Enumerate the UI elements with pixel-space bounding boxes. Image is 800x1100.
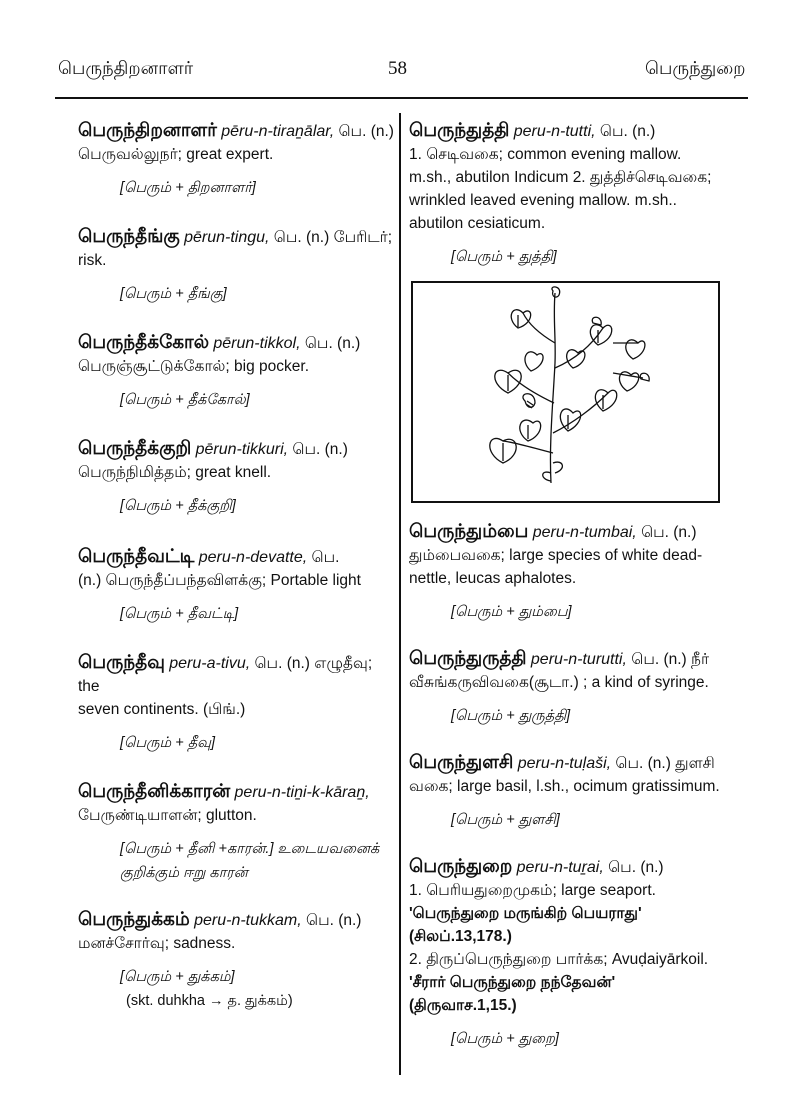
entry-definition: மனச்சோர்வு; sadness. [78, 935, 236, 952]
page-number: 58 [388, 58, 407, 79]
entry-definition: risk. [78, 252, 107, 269]
left-column [78, 118, 394, 1011]
entry-headword: பெருந்தீவு [78, 651, 165, 672]
entry-transliteration: pērun-tikkuri, [195, 441, 289, 458]
entry-pos: பெ. (n.) [306, 912, 362, 929]
entry-headword: பெருந்துருத்தி [409, 647, 527, 668]
entry-transliteration: pēru-n-tiraṉālar, [221, 123, 335, 140]
dictionary-entry [78, 907, 394, 1011]
entry-headword: பெருந்தும்பை [409, 520, 529, 541]
entry-pos: பெ. (n.) [599, 123, 656, 140]
dictionary-entry [409, 750, 721, 832]
entry-transliteration: peru-n-turutti, [530, 651, 627, 668]
entry-definition: seven continents. (பிங்.) [78, 701, 246, 718]
column-divider [399, 113, 401, 1075]
entry-pos: பெ. (n.) [641, 524, 697, 541]
dictionary-entry [409, 519, 721, 624]
entry-etymology: [பெரும் + தீங்கு] [120, 286, 227, 302]
entry-transliteration: pērun-tingu, [184, 229, 270, 246]
entry-definition: பேருண்டியாளன்; glutton. [78, 807, 257, 824]
running-head-left: பெருந்திறனாளர் [58, 58, 194, 78]
right-column [409, 118, 721, 1051]
entry-etymology: [பெரும் + துருத்தி] [451, 708, 571, 724]
entry-pos: பெ. (n.) பேரிடர்; [273, 229, 392, 246]
dictionary-entry [409, 854, 721, 1051]
entry-transliteration: pērun-tikkol, [213, 335, 301, 352]
entry-pos: பெ. [311, 549, 340, 566]
entry-definition-line: 2. திருப்பெருந்துறை பார்க்க; Avuḍaiyārkoil. [409, 951, 709, 968]
entry-etymology-note: (skt. duhkha → த. துக்கம்) [126, 993, 293, 1009]
header-rule [55, 97, 748, 99]
entry-definition-line: வகை; large basil, l.sh., ocimum gratissimum. [409, 778, 720, 795]
entry-etymology: [பெரும் + தீவு] [120, 735, 216, 751]
entry-transliteration: peru-n-tutti, [513, 123, 596, 140]
entry-headword: பெருந்துத்தி [409, 119, 510, 140]
entry-headword: பெருந்தீங்கு [78, 225, 180, 246]
entry-etymology: [பெரும் + தும்பை] [451, 604, 572, 620]
entry-definition: பெருவல்லுநர்; great expert. [78, 146, 274, 163]
dictionary-entry [409, 646, 721, 728]
dictionary-entry [78, 330, 394, 412]
entry-definition-line: 1. பெரியதுறைமுகம்; large seaport. [409, 882, 656, 899]
dictionary-entry [78, 224, 394, 306]
entry-quotation: 'சீரார் பெருந்துறை நந்தேவன்' (திருவாச.1,15.) [409, 974, 616, 1014]
entry-pos: பெ. (n.) [304, 335, 361, 352]
entry-pos: பெ. (n.) [608, 859, 664, 876]
dictionary-entry [78, 118, 394, 200]
entry-headword: பெருந்தீக்கோல் [78, 331, 210, 352]
plant-illustration [411, 281, 720, 503]
entry-etymology: [பெரும் + துக்கம்] [120, 969, 235, 985]
dictionary-entry [78, 779, 394, 885]
entry-definition-line: m.sh., abutilon Indicum 2. துத்திச்செடிவகை; [409, 169, 712, 186]
entry-definition-line: abutilon cesiaticum. [409, 215, 546, 232]
entry-etymology: [பெரும் + தீக்கோல்] [120, 392, 250, 408]
entry-pos: பெ. (n.) எழுதீவு; the [78, 655, 373, 695]
entry-transliteration: peru-n-tukkam, [194, 912, 302, 929]
entry-pos: பெ. (n.) நீர் [631, 651, 710, 668]
entry-headword: பெருந்துக்கம் [78, 908, 190, 929]
entry-etymology: [பெரும் + திறனாளர்] [120, 180, 256, 196]
entry-transliteration: peru-a-tivu, [169, 655, 251, 672]
entry-headword: பெருந்துறை [409, 855, 513, 876]
entry-etymology: [பெரும் + துறை] [451, 1031, 559, 1047]
entry-transliteration: peru-n-tiṉi-k-kāraṉ, [234, 784, 370, 801]
entry-quotation: 'பெருந்துறை மருங்கிற் பெயராது' (சிலப்.13,178.) [409, 905, 642, 945]
entry-etymology: [பெரும் + துளசி] [451, 812, 560, 828]
entry-etymology: [பெரும் + துத்தி] [451, 249, 557, 265]
entry-transliteration: peru-n-devatte, [198, 549, 308, 566]
entry-definition-line: 1. செடிவகை; common evening mallow. [409, 146, 682, 163]
entry-transliteration: peru-n-tuḷaši, [517, 755, 612, 772]
entry-etymology: [பெரும் + தீக்குறி] [120, 498, 236, 514]
entry-definition-line: தும்பைவகை; large species of white dead- [409, 547, 703, 564]
dictionary-entry [78, 544, 394, 626]
entry-headword: பெருந்தீவட்டி [78, 545, 195, 566]
entry-headword: பெருந்தீனிக்காரன் [78, 780, 231, 801]
entry-headword: பெருந்துளசி [409, 751, 514, 772]
dictionary-entry [409, 118, 721, 269]
entry-definition: (n.) பெருந்தீப்பந்தவிளக்கு; Portable light [78, 572, 361, 589]
entry-pos: பெ. (n.) [292, 441, 348, 458]
entry-transliteration: peru-n-tumbai, [532, 524, 637, 541]
entry-definition-line: wrinkled leaved evening mallow. m.sh.. [409, 192, 677, 209]
entry-pos: பெ. (n.) துளசி [615, 755, 715, 772]
entry-headword: பெருந்திறனாளர் [78, 119, 217, 140]
entry-definition: பெருஞ்சூட்டுக்கோல்; big pocker. [78, 358, 309, 375]
entry-definition: பெருந்நிமித்தம்; great knell. [78, 464, 272, 481]
dictionary-entry [78, 650, 394, 755]
running-head-right: பெருந்துறை [645, 58, 746, 78]
entry-etymology: [பெரும் + தீனி +காரன்.] உடையவனைக் குறிக்கும் ஈறு காரன் [120, 841, 380, 881]
entry-definition-line: வீசுங்கருவிவகை(சூடா.) ; a kind of syringe. [409, 674, 709, 691]
entry-headword: பெருந்தீக்குறி [78, 437, 192, 458]
entry-transliteration: peru-n-tuṟai, [516, 859, 604, 876]
plant-illustration-icon [413, 283, 718, 501]
entry-etymology: [பெரும் + தீவட்டி] [120, 606, 239, 622]
dictionary-entry [78, 436, 394, 518]
entry-definition-line: nettle, leucas aphalotes. [409, 570, 577, 587]
entry-pos: பெ. (n.) [338, 123, 394, 140]
